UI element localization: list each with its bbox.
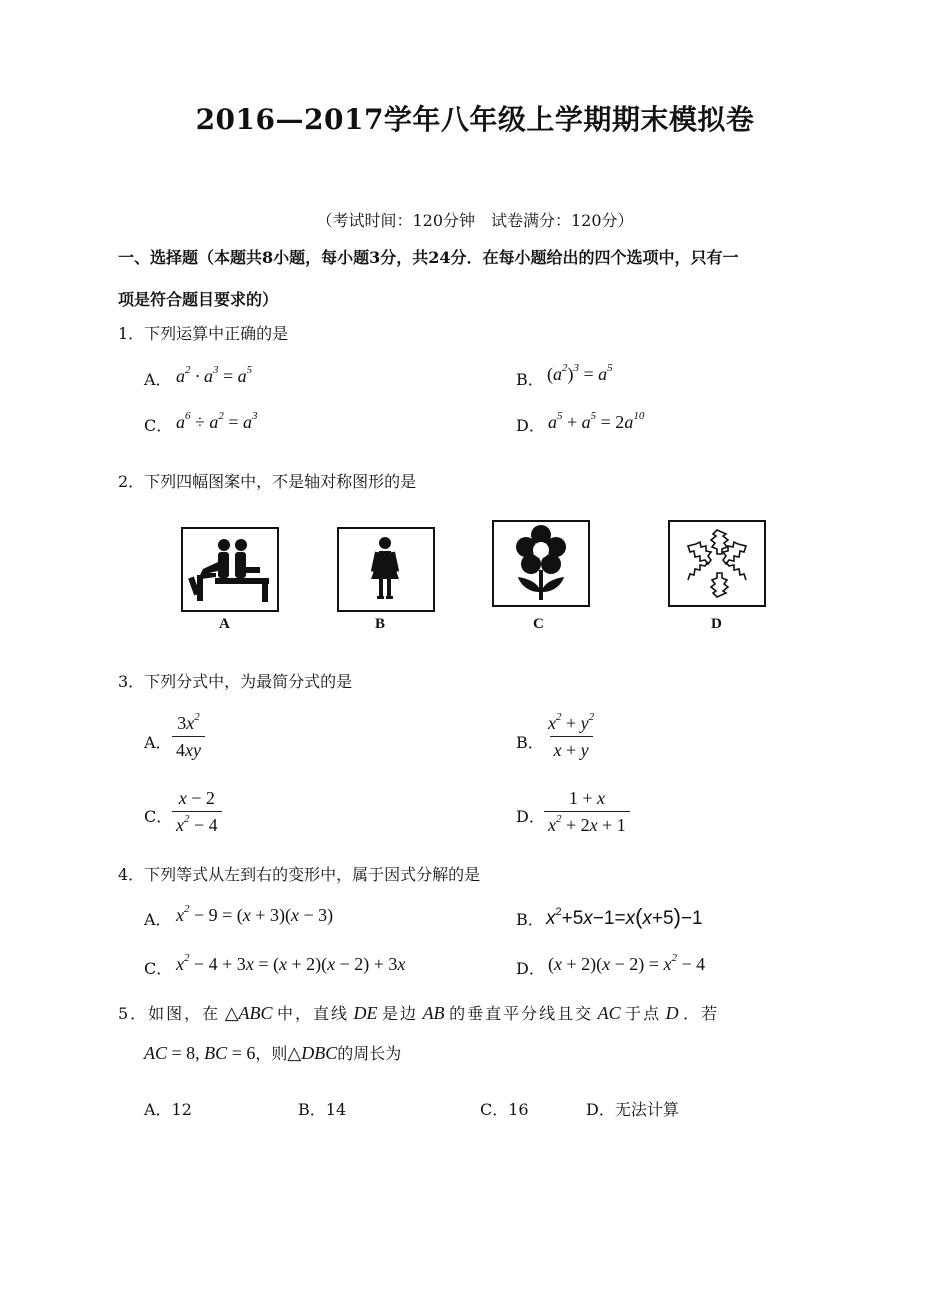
q2-stem: 2．下列四幅图案中，不是轴对称图形的是 <box>118 472 417 491</box>
q4-option-d-label: D． <box>516 959 545 978</box>
q3-option-a-fraction: $\frac{3x^2}{4xy}$ <box>172 712 205 761</box>
q2-figure-a <box>181 527 279 612</box>
q5-line2: AC = 8, BC = 6，则△DBC的周长为 <box>144 1043 402 1063</box>
q3-option-d-label: D． <box>516 807 545 826</box>
q5-option-c: C．16 <box>480 1100 529 1119</box>
q1-stem: 1．下列运算中正确的是 <box>118 324 289 343</box>
q4-option-a-formula: $x^2 - 9 = (x + 3)(x - 3)$ <box>176 903 334 925</box>
q4-option-c-label: C． <box>144 959 173 978</box>
flower-icon <box>494 522 588 605</box>
q3-option-c-fraction: $\frac{x - 2}{x^2 - 4}$ <box>172 787 222 836</box>
q2-figure-c-label: C <box>533 616 544 632</box>
page-title: 2016—2017学年八年级上学期期末模拟卷 <box>195 103 755 136</box>
q5-line1: 5．如图，在 △ABC 中，直线 DE 是边 AB 的垂直平分线且交 AC 于点 D ．若 <box>118 1003 720 1023</box>
q2-figure-d-label: D <box>711 616 722 632</box>
q5-option-a: A．12 <box>144 1100 192 1119</box>
q2-figure-c <box>492 520 590 607</box>
q1-option-c-formula: $a^6 \div a^2 = a^3$ <box>176 410 258 432</box>
q1-option-a-formula: $a^2 \cdot a^3 = a^5$ <box>176 364 253 386</box>
q3-option-b-fraction: $\frac{x^2 + y^2}{x + y}$ <box>548 711 595 760</box>
q4-option-b-label: B． <box>516 910 544 929</box>
q2-figure-b <box>337 527 435 612</box>
q1-option-c-label: C． <box>144 416 173 435</box>
q1-option-b-label: B． <box>516 370 544 389</box>
q5-option-b: B．14 <box>298 1100 347 1119</box>
q3-option-c-label: C． <box>144 807 173 826</box>
q3-option-d-fraction: $\frac{1 + x}{x^2 + 2x + 1}$ <box>544 787 630 836</box>
q2-figure-a-label: A <box>219 616 230 632</box>
q4-stem: 4．下列等式从左到右的变形中，属于因式分解的是 <box>118 865 481 884</box>
q4-option-a-label: A． <box>144 910 172 929</box>
q4-option-d-formula: $(x + 2)(x - 2) = x^2 - 4$ <box>548 952 706 974</box>
q1-option-a-label: A． <box>144 370 172 389</box>
section-header-line1: 一、选择题（本题共8小题，每小题3分，共24分．在每小题给出的四个选项中，只有一 <box>118 248 739 267</box>
section-header-line2: 项是符合题目要求的） <box>118 290 279 309</box>
q3-option-a-label: A． <box>144 733 172 752</box>
q1-option-b-formula: $(a^2)^3 = a^5$ <box>547 362 613 384</box>
q4-option-b-formula: $x^2+5x-1=x(x+5)-1$ <box>546 904 703 929</box>
q2-figure-d <box>668 520 766 607</box>
snowflake-icon <box>670 522 764 605</box>
exam-info: （考试时间：120分钟 试卷满分：120分） <box>316 211 634 230</box>
q1-option-d-label: D． <box>516 416 545 435</box>
q3-stem: 3．下列分式中，为最简分式的是 <box>118 672 353 691</box>
q2-figure-b-label: B <box>375 616 386 632</box>
q1-option-d-formula: $a^5 + a^5 = 2a^{10}$ <box>548 410 645 432</box>
woman-icon <box>339 529 433 610</box>
q3-option-b-label: B． <box>516 733 544 752</box>
q4-option-c-formula: $x^2 - 4 + 3x = (x + 2)(x - 2) + 3x$ <box>176 952 406 974</box>
q5-option-d: D．无法计算 <box>586 1100 679 1119</box>
people-sitting-icon <box>183 529 277 610</box>
